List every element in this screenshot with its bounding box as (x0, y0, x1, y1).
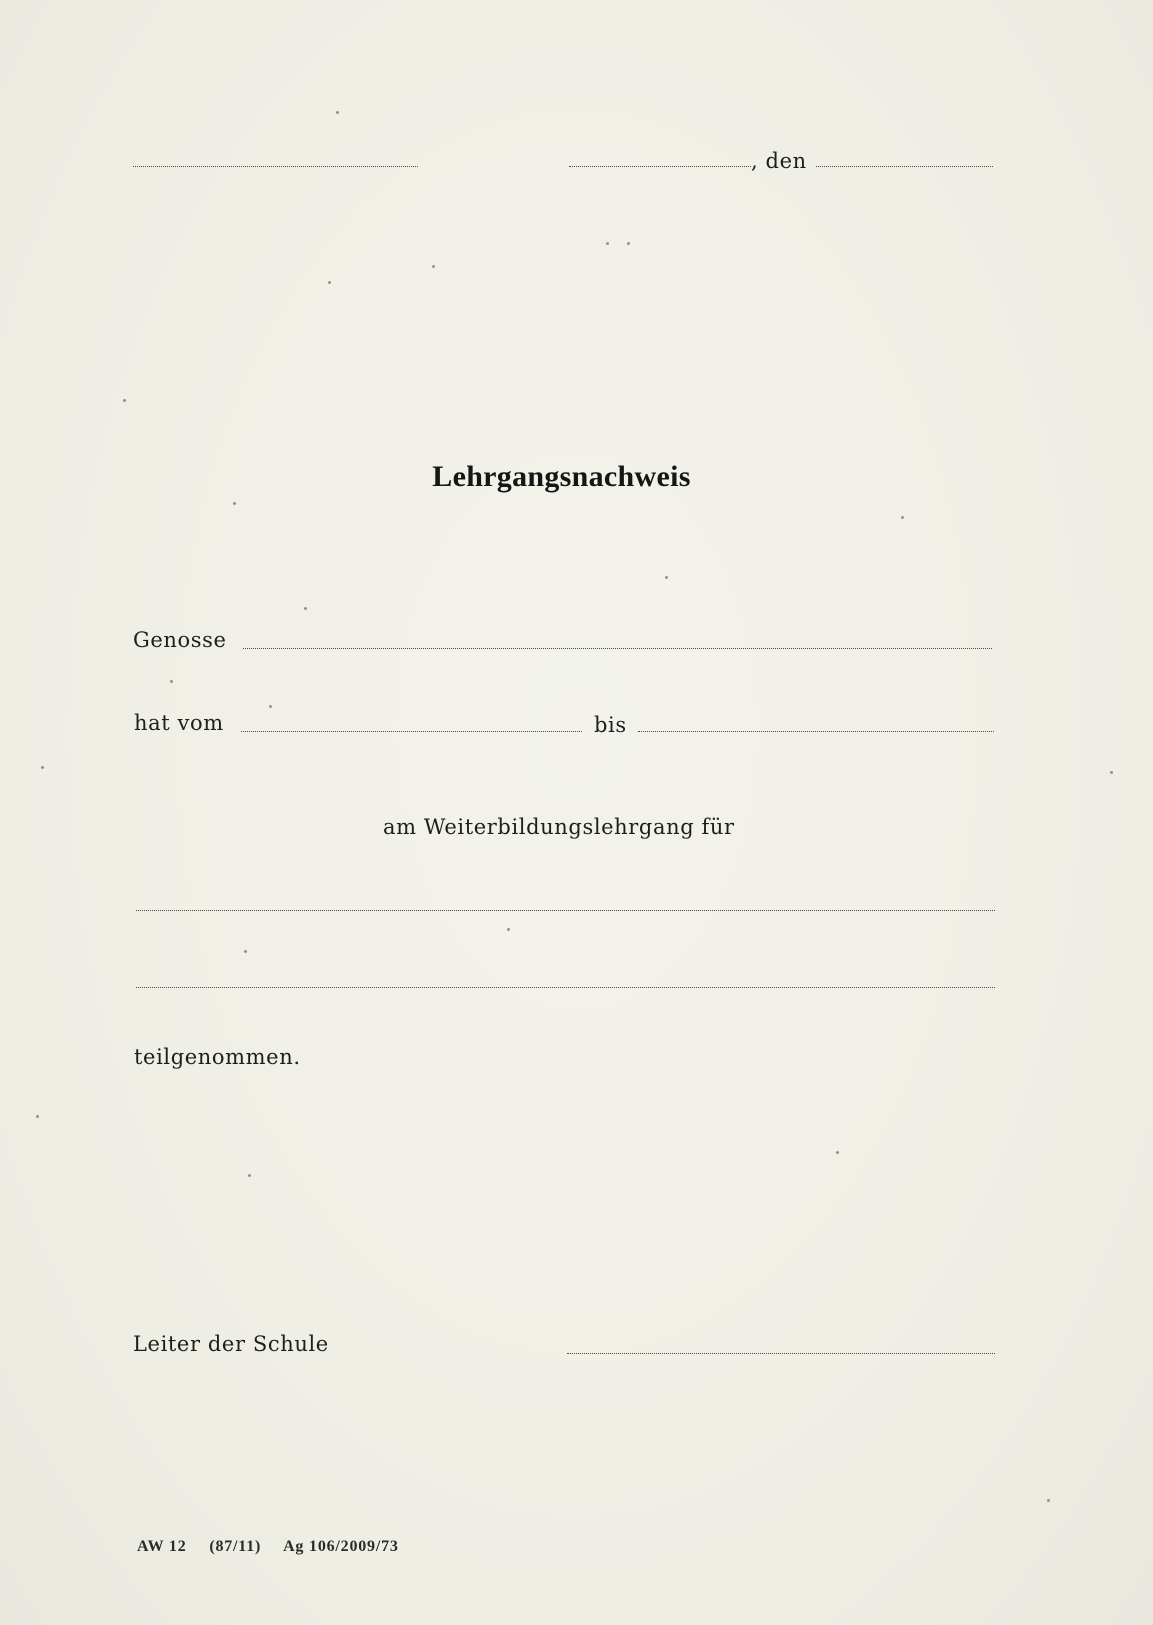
paper-speck (41, 766, 44, 769)
paper-speck (901, 516, 904, 519)
paper-speck (507, 928, 510, 931)
place-field-line[interactable] (133, 166, 418, 167)
paper-speck (269, 705, 272, 708)
hat-vom-label: hat vom (134, 711, 224, 735)
participated-text: teilgenommen. (134, 1045, 301, 1069)
paper-speck (233, 502, 236, 505)
paper-speck (170, 680, 173, 683)
course-name-line-2[interactable] (136, 987, 995, 988)
paper-speck (606, 242, 609, 245)
genosse-field-line[interactable] (243, 648, 992, 649)
den-label: , den (751, 149, 807, 173)
form-code: AW 12 (137, 1538, 187, 1555)
paper-speck (123, 399, 126, 402)
paper-speck (1110, 771, 1113, 774)
paper-speck (336, 111, 339, 114)
paper-speck (665, 576, 668, 579)
course-name-line-1[interactable] (136, 910, 995, 911)
paper-speck (432, 265, 435, 268)
den-field-line[interactable] (816, 166, 993, 167)
paper-speck (244, 950, 247, 953)
genosse-label: Genosse (133, 628, 227, 652)
paper-speck (1047, 1499, 1050, 1502)
form-footer (137, 1538, 417, 1556)
document-title: Lehrgangsnachweis (432, 460, 691, 493)
form-edition: (87/11) (209, 1538, 262, 1555)
course-intro-text: am Weiterbildungslehrgang für (383, 815, 735, 839)
from-date-field-line[interactable] (241, 731, 582, 732)
print-reference: Ag 106/2009/73 (283, 1538, 399, 1555)
paper-speck (36, 1115, 39, 1118)
paper-speck (328, 281, 331, 284)
signature-line[interactable] (567, 1353, 995, 1354)
signature-label: Leiter der Schule (133, 1332, 329, 1356)
date-field-line[interactable] (569, 166, 751, 167)
paper-speck (304, 607, 307, 610)
paper-speck (836, 1151, 839, 1154)
paper-speck (627, 242, 630, 245)
bis-label: bis (594, 713, 627, 737)
paper-speck (248, 1174, 251, 1177)
to-date-field-line[interactable] (638, 731, 994, 732)
